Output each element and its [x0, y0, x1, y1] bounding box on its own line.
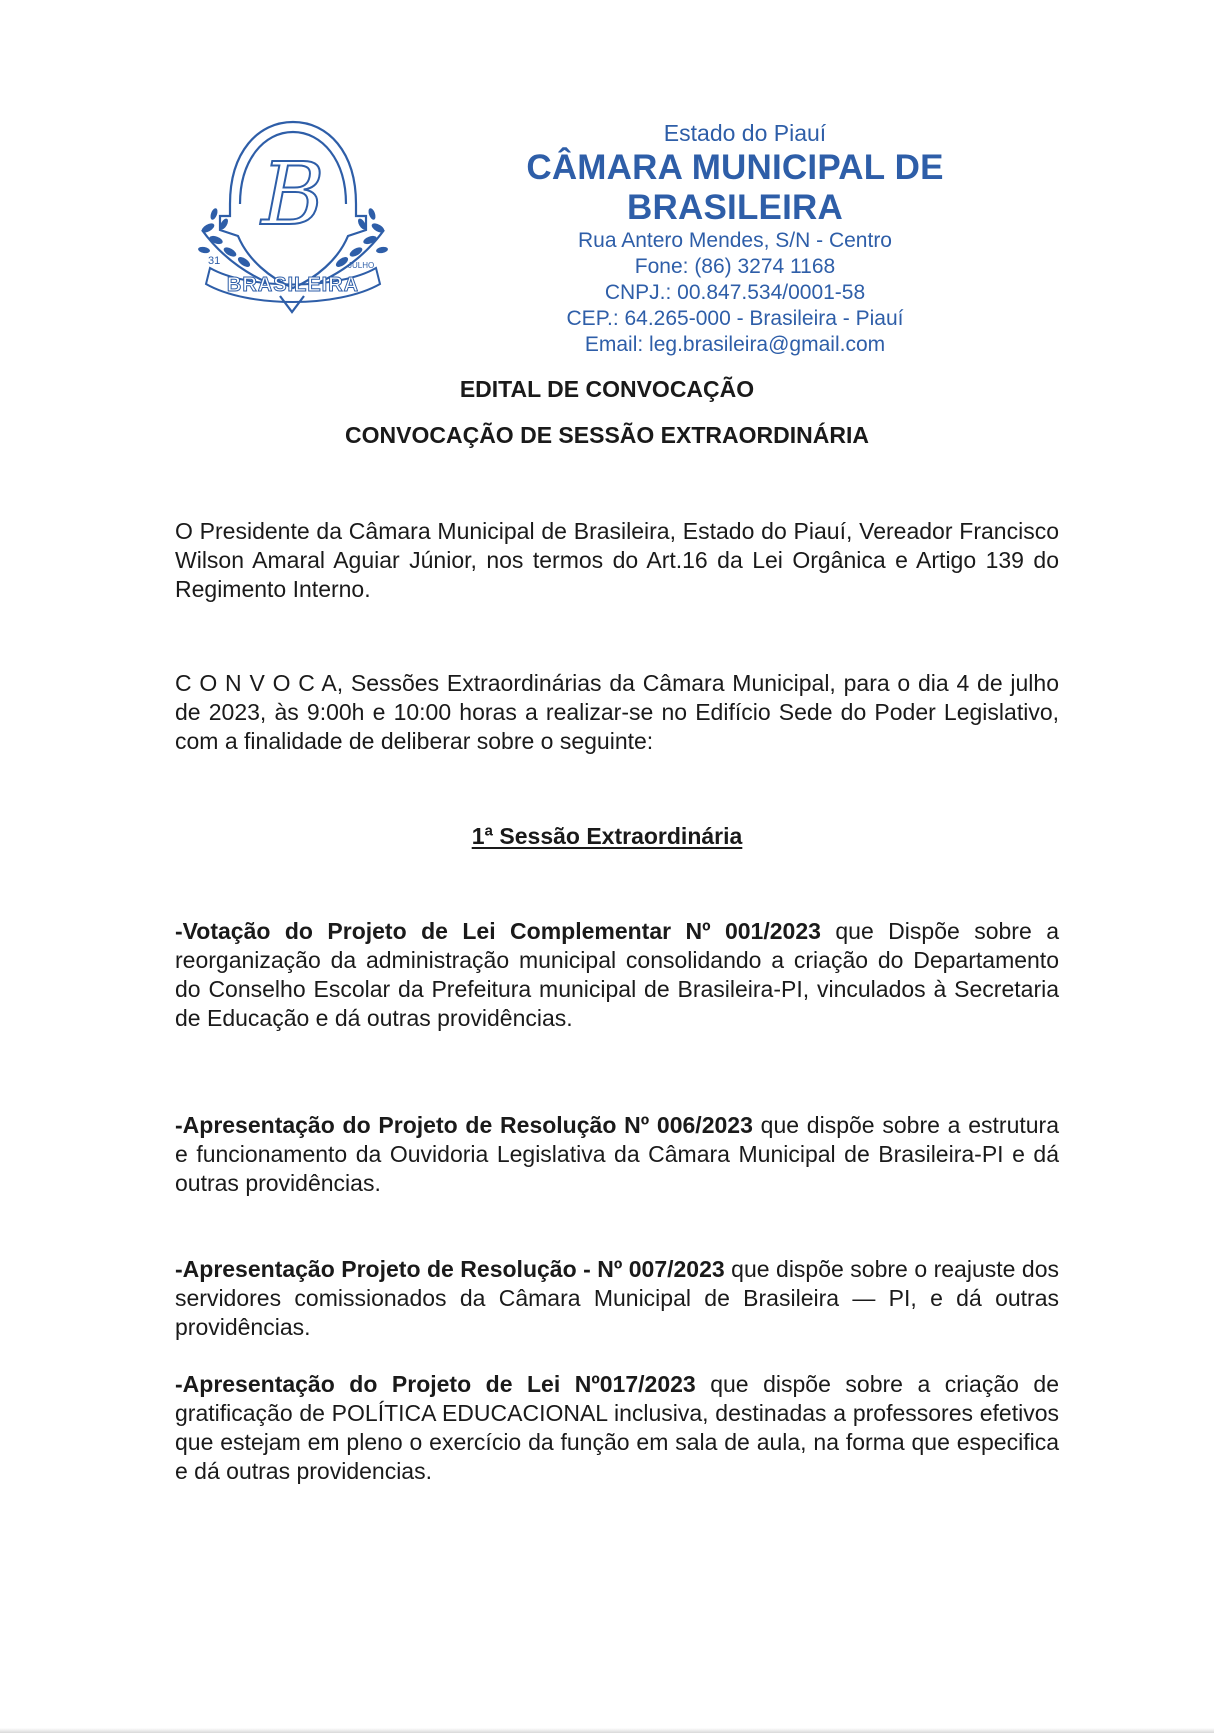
letterhead-chamber-name: CÂMARA MUNICIPAL DE BRASILEIRA — [526, 148, 944, 227]
letterhead — [420, 118, 1050, 358]
agenda-item — [175, 917, 1059, 1033]
session-heading-text: 1ª Sessão Extraordinária — [471, 823, 743, 849]
agenda-item — [175, 1111, 1059, 1198]
agenda-item-text: que dispõe sobre a criação de gratificação de POLÍTICA EDUCACIONAL inclusiva, destinadas a professores efetivos que estejam em pleno o exercício da função em sala de aula, na forma que especifica e dá outras providencias. — [175, 1371, 1059, 1484]
letterhead-phone: Fone: (86) 3274 1168 — [634, 255, 836, 278]
seal-monogram: B — [261, 145, 325, 245]
municipal-seal-logo — [188, 112, 398, 322]
agenda-item — [175, 1255, 1059, 1342]
agenda-item — [175, 1370, 1059, 1486]
seal-left-mark: 31 — [208, 255, 221, 267]
session-heading — [0, 823, 1214, 850]
agenda-item-title: -Votação do Projeto de Lei Complementar Nº 001/2023 — [175, 918, 821, 944]
seal-ribbon-text: BRASILEIRA — [226, 274, 360, 296]
intro-paragraph: O Presidente da Câmara Municipal de Brasileira, Estado do Piauí, Vereador Francisco Wilson Amaral Aguiar Júnior, nos termos do Art.16 da Lei Orgânica e Artigo 139 do Regimento Interno. — [175, 518, 1059, 602]
agenda-item-text: que Dispõe sobre a reorganização da administração municipal consolidando a criação do Departamento do Conselho Escolar da Prefeitura municipal de Brasileira-PI, vinculados à Secretaria de Educação e dá outras providências. — [175, 918, 1059, 1031]
seal-right-mark: JULHO — [348, 261, 375, 270]
agenda-item-text: que dispõe sobre a estrutura e funcionamento da Ouvidoria Legislativa da Câmara Municipal de Brasileira-PI e dá outras providências. — [175, 1112, 1059, 1196]
agenda-item-title: -Apresentação Projeto de Resolução - Nº 007/2023 — [175, 1256, 725, 1282]
letterhead-address: Rua Antero Mendes, S/N - Centro — [578, 229, 892, 252]
convoca-paragraph: C O N V O C A, Sessões Extraordinárias da Câmara Municipal, para o dia 4 de julho de 2023, às 9:00h e 10:00 horas a realizar-se no Edifício Sede do Poder Legislativo, com a finalidade de deliberar sobre o seguinte: — [175, 670, 1059, 754]
document-subtitle: CONVOCAÇÃO DE SESSÃO EXTRAORDINÁRIA — [345, 422, 869, 448]
page-bottom-edge — [0, 1728, 1214, 1733]
letterhead-cnpj: CNPJ.: 00.847.534/0001-58 — [604, 281, 866, 304]
letterhead-cep: CEP.: 64.265-000 - Brasileira - Piauí — [566, 307, 904, 330]
letterhead-state: Estado do Piauí — [663, 120, 827, 146]
agenda-item-title: -Apresentação do Projeto de Resolução Nº 006/2023 — [175, 1112, 753, 1138]
agenda-item-title: -Apresentação do Projeto de Lei Nº017/2023 — [175, 1371, 696, 1397]
document-title: EDITAL DE CONVOCAÇÃO — [459, 376, 755, 402]
agenda-item-text: que dispõe sobre o reajuste dos servidores comissionados da Câmara Municipal de Brasileira — PI, e dá outras providências. — [175, 1256, 1059, 1340]
letterhead-email: Email: leg.brasileira@gmail.com — [584, 333, 886, 356]
